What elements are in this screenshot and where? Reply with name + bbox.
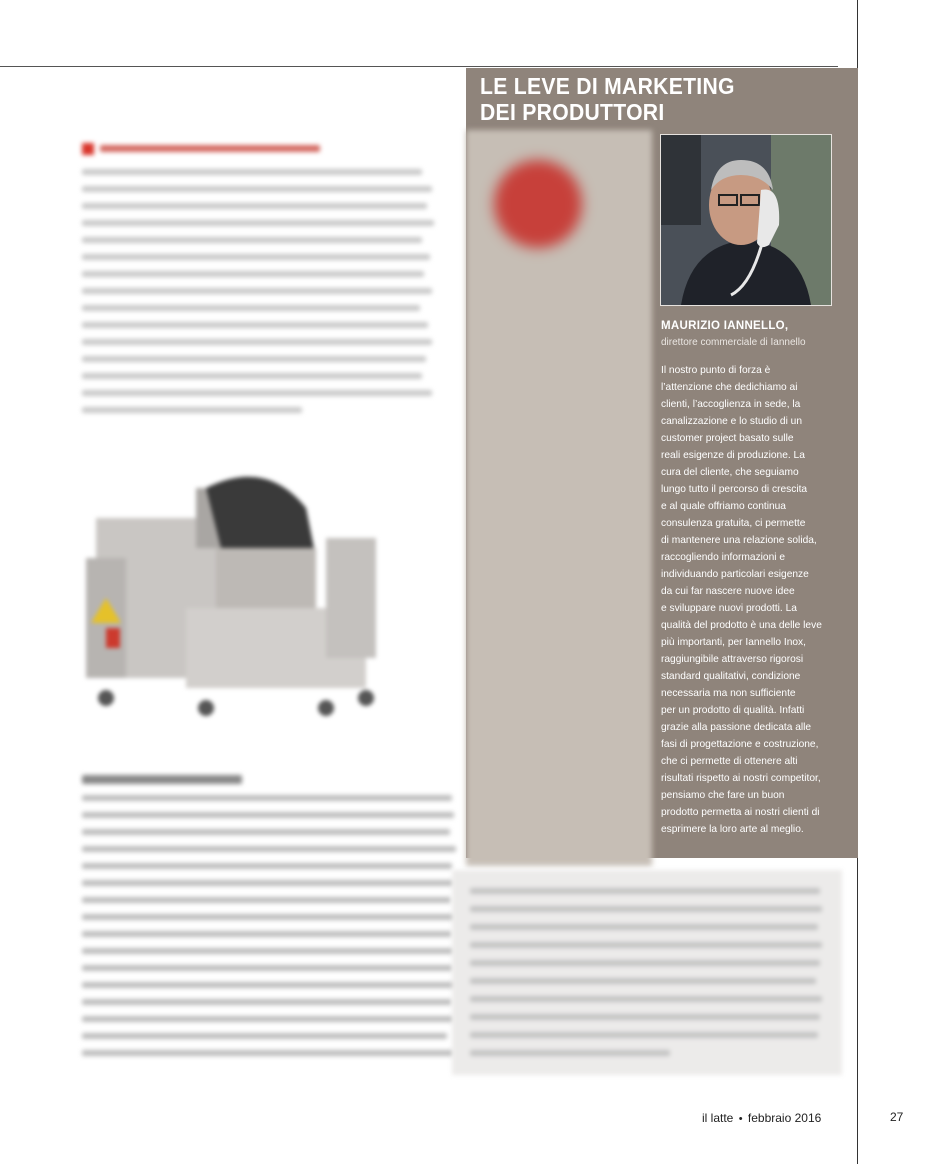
footer-separator: •: [738, 1113, 743, 1125]
quote-line: esprimere la loro arte al meglio.: [661, 824, 804, 835]
quote-line: raccogliendo informazioni e: [661, 552, 786, 563]
quote-line: individuando particolari esigenze: [661, 569, 809, 580]
person-role: direttore commerciale di Iannello: [661, 337, 806, 348]
quote-line: raggiungibile attraverso rigorosi: [661, 654, 804, 665]
quote-line: che ci permette di ottenere alti: [661, 756, 798, 767]
footer-publication: [702, 1111, 821, 1125]
portrait-illustration: [661, 135, 831, 305]
issue-date: febbraio 2016: [747, 1111, 822, 1125]
sidebar-title: [480, 73, 811, 125]
quote-line: risultati rispetto ai nostri competitor,: [661, 773, 821, 784]
publication-name: il latte: [702, 1111, 734, 1125]
quote-line: di mantenere una relazione solida,: [661, 535, 817, 546]
page-number: 27: [890, 1110, 904, 1124]
quote-line: e sviluppare nuovi prodotti. La: [661, 603, 797, 614]
portrait-photo: [660, 134, 832, 306]
blurred-lower-right-block: [452, 870, 842, 1075]
quote-line: necessaria ma non sufficiente: [661, 688, 796, 699]
quote-line: fasi di progettazione e costruzione,: [661, 739, 819, 750]
quote-line: lungo tutto il percorso di crescita: [661, 484, 808, 495]
blurred-left-article-2: [82, 764, 457, 1067]
person-name: MAURIZIO IANNELLO,: [661, 320, 789, 332]
quote-line: per un prodotto di qualità. Infatti: [661, 705, 805, 716]
blurred-left-heading: [82, 140, 457, 158]
blurred-left-article: [82, 140, 457, 424]
quote-line: standard qualitativi, condizione: [661, 671, 801, 682]
quote-line: da cui far nascere nuove idee: [661, 586, 795, 597]
sidebar-title-line-1: LE LEVE DI MARKETING: [480, 73, 735, 99]
quote-line: prodotto permetta ai nostri clienti di: [661, 807, 820, 818]
quote-line: cura del cliente, che seguiamo: [661, 467, 799, 478]
quote-line: pensiamo che fare un buon: [661, 790, 785, 801]
quote-line: consulenza gratuita, ci permette: [661, 518, 806, 529]
quote-line: Il nostro punto di forza è: [661, 365, 771, 376]
quote-line: clienti, l’accoglienza in sede, la: [661, 399, 801, 410]
quote-line: reali esigenze di produzione. La: [661, 450, 805, 461]
quote-line: qualità del prodotto è una delle leve: [661, 620, 822, 631]
machine-image: [66, 448, 426, 748]
quote-line: canalizzazione e lo studio di un: [661, 416, 803, 427]
blurred-sidebar-panel: [466, 130, 652, 866]
sidebar-title-line-2: DEI PRODUTTORI: [480, 99, 665, 125]
quote-line: e al quale offriamo continua: [661, 501, 786, 512]
top-rule: [0, 66, 838, 67]
quote-line: più importanti, per Iannello Inox,: [661, 637, 806, 648]
quote-line: grazie alla passione dedicata alle: [661, 722, 812, 733]
quote-line: customer project basato sulle: [661, 433, 794, 444]
interview-quote: [661, 362, 841, 838]
quote-line: l’attenzione che dedichiamo ai: [661, 382, 798, 393]
